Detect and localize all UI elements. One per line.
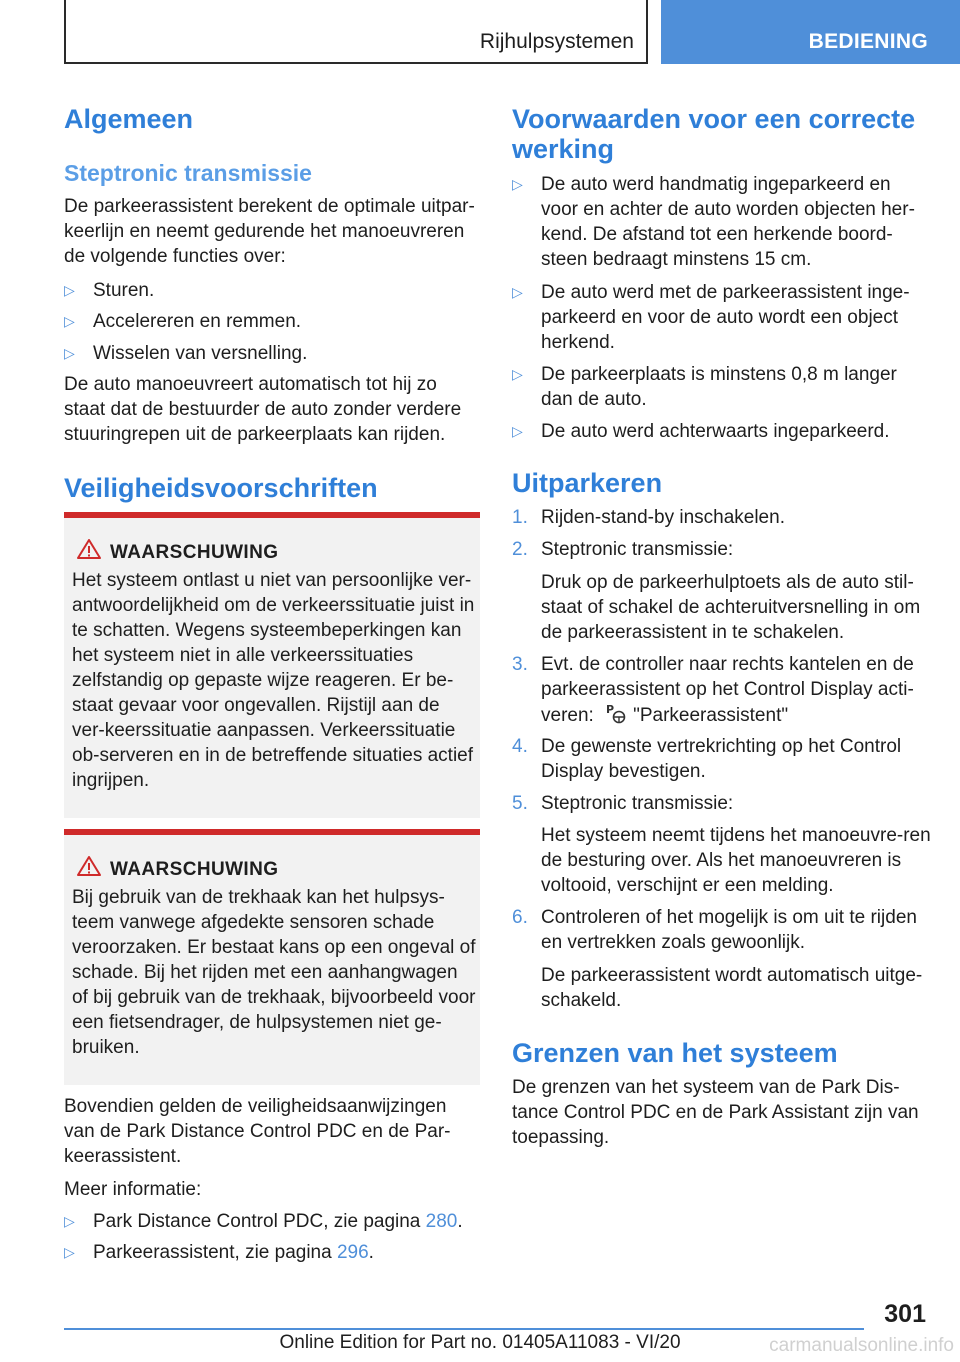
triangle-bullet-icon: ▷ xyxy=(64,345,75,361)
step-number: 6. xyxy=(512,907,528,928)
step-subtext: De parkeerassistent wordt automatisch uitge-schakeld. xyxy=(541,965,923,1011)
heading-grenzen: Grenzen van het systeem xyxy=(512,1038,838,1068)
paragraph: De grenzen van het systeem van de Park Dis-tance Control PDC en de Park Assistant zijn van toepassing. xyxy=(512,1077,919,1148)
step-number: 4. xyxy=(512,736,528,757)
header-section-title: BEDIENING xyxy=(808,30,928,53)
warning-box xyxy=(64,512,480,818)
step-number: 3. xyxy=(512,654,528,675)
paragraph: Bovendien gelden de veiligheidsaanwijzingen van de Park Distance Control PDC en de Par-keerassistent. xyxy=(64,1096,451,1167)
step-text: Steptronic transmissie: xyxy=(541,539,734,560)
heading-algemeen: Algemeen xyxy=(64,104,194,134)
triangle-bullet-icon: ▷ xyxy=(512,423,523,439)
svg-text:P: P xyxy=(606,703,615,716)
footer-divider xyxy=(64,1328,864,1330)
page-link[interactable]: 296 xyxy=(336,1242,369,1263)
triangle-bullet-icon: ▷ xyxy=(64,1213,75,1229)
list-item-text: Accelereren en remmen. xyxy=(93,311,302,332)
list-item-text: Sturen. xyxy=(93,280,155,301)
warning-title: WAARSCHUWING xyxy=(110,542,279,563)
list-item-text: Wisselen van versnelling. xyxy=(93,343,308,364)
step-text: De gewenste vertrekrichting op het Control Display bevestigen. xyxy=(541,736,902,782)
intro-paragraph: De parkeerassistent berekent de optimale uitpar-keerlijn en neemt gedurende het manoeuvreren de volgende functies over: xyxy=(64,196,475,267)
reference-text: Parkeerassistent, zie pagina xyxy=(93,1242,337,1263)
step-subtext: Druk op de parkeerhulptoets als de auto stil-staat of schakel de achteruitversnelling in om de parkeerassistent in te schakelen. xyxy=(541,572,921,643)
warning-triangle-icon xyxy=(76,538,102,560)
page-number: 301 xyxy=(884,1300,926,1328)
step-text: Steptronic transmissie: xyxy=(541,793,734,814)
step-number: 2. xyxy=(512,539,528,560)
heading-uitparkeren: Uitparkeren xyxy=(512,468,663,498)
header-section-tab xyxy=(661,0,960,64)
reference-text: Park Distance Control PDC, zie pagina xyxy=(93,1211,426,1232)
triangle-bullet-icon: ▷ xyxy=(64,1244,75,1260)
list-item-text: De auto werd achterwaarts ingeparkeerd. xyxy=(541,421,890,442)
step-text: Rijden-stand-by inschakelen. xyxy=(541,507,785,528)
list-item-text: De auto werd met de parkeerassistent inge-parkeerd en voor de auto wordt een object herkend. xyxy=(541,282,910,353)
warning-box xyxy=(64,829,480,1085)
header-chapter-title: Rijhulpsystemen xyxy=(479,30,634,53)
reference-end: . xyxy=(368,1242,374,1263)
triangle-bullet-icon: ▷ xyxy=(512,284,523,300)
step-text: Controleren of het mogelijk is om uit te rijden en vertrekken zoals gewoonlijk. xyxy=(541,907,917,953)
warning-text: Het systeem ontlast u niet van persoonlijke ver-antwoordelijkheid om de verkeerssituatie juist in te schatten. Wegens systeembeperkingen kan het systeem niet in alle verkeerssituaties zelfstandig op gepaste wijze reageren. Er be-staat gevaar voor ongevallen. Rijstijl aan de ver-keerssituatie aanpassen. Verkeerssituatie ob-serveren en in de betreffende situaties actief ingrijpen. xyxy=(72,570,475,791)
heading-veiligheidsvoorschriften: Veiligheidsvoorschriften xyxy=(64,473,378,503)
header-chapter-box xyxy=(64,0,648,64)
warning-text: Bij gebruik van de trekhaak kan het hulpsys-teem vanwege afgedekte sensoren schade veroorzaken. Er bestaat kans op een ongeval of schade. Bij het rijden met een aanhangwagen of bij gebruik van de trekhaak, bijvoorbeeld voor een fietsendrager, de hulpsystemen niet ge-bruiken. xyxy=(72,887,476,1058)
heading-steptronic: Steptronic transmissie xyxy=(64,160,312,186)
watermark: carmanualsonline.info xyxy=(769,1335,954,1356)
reference-end: . xyxy=(457,1211,463,1232)
menu-item-label: "Parkeerassistent" xyxy=(633,705,789,726)
heading-voorwaarden: Voorwaarden voor een correcte werking xyxy=(512,104,916,164)
list-item-text: De auto werd handmatig ingeparkeerd en voor en achter de auto worden objecten her-kend. De afstand tot een herkende boord-steen bedraagt minstens 15 cm. xyxy=(541,174,915,270)
paragraph: De auto manoeuvreert automatisch tot hij zo staat dat de bestuurder de auto zonder verdere stuuringrepen uit de parkeerplaats kan rijden. xyxy=(64,374,462,445)
triangle-bullet-icon: ▷ xyxy=(512,176,523,192)
step-text: Evt. de controller naar rechts kantelen en de parkeerassistent op het Control Display acti-veren: xyxy=(541,654,914,726)
triangle-bullet-icon: ▷ xyxy=(64,282,75,298)
triangle-bullet-icon: ▷ xyxy=(64,313,75,329)
warning-title: WAARSCHUWING xyxy=(110,859,279,880)
paragraph-meer-informatie: Meer informatie: xyxy=(64,1179,202,1200)
step-number: 1. xyxy=(512,507,528,528)
triangle-bullet-icon: ▷ xyxy=(512,366,523,382)
park-assist-icon xyxy=(605,702,627,724)
step-number: 5. xyxy=(512,793,528,814)
page-link[interactable]: 280 xyxy=(425,1211,458,1232)
step-subtext: Het systeem neemt tijdens het manoeuvre-ren de besturing over. Als het manoeuvreren is voltooid, verschijnt er een melding. xyxy=(541,825,931,896)
footer-edition: Online Edition for Part no. 01405A11083 - VI/20 xyxy=(279,1332,681,1353)
warning-triangle-icon xyxy=(76,855,102,877)
list-item-text: De parkeerplaats is minstens 0,8 m langer dan de auto. xyxy=(541,364,897,410)
